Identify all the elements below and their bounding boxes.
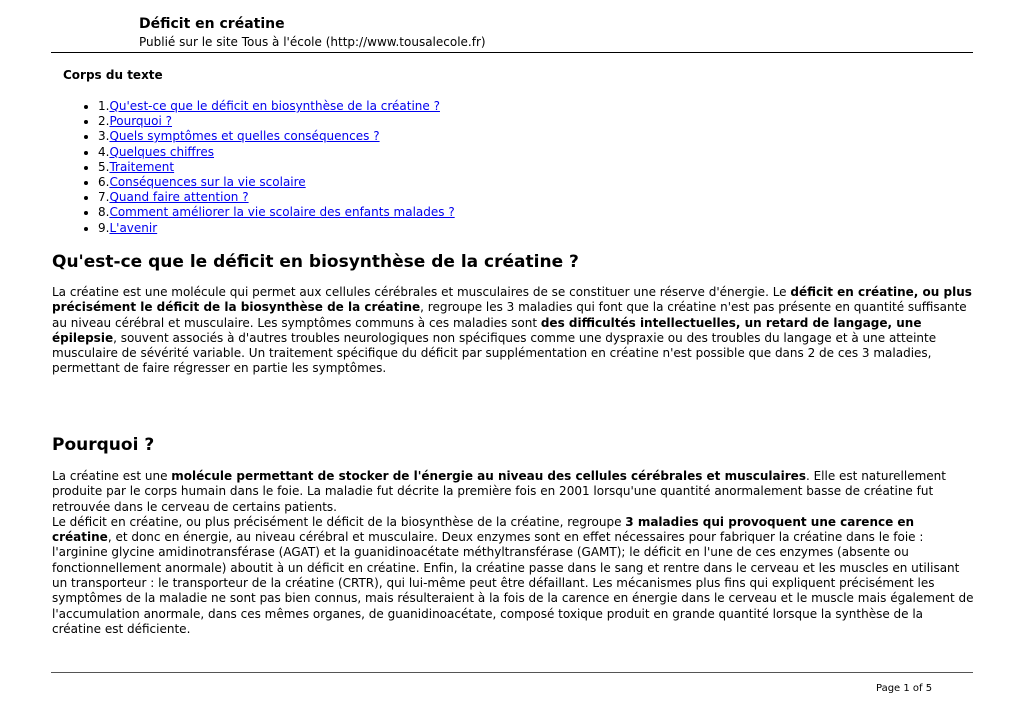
toc-item-number: 5. <box>98 159 110 174</box>
toc-link[interactable]: Quels symptômes et quelles conséquences ? <box>109 129 380 144</box>
toc-item-number: 9. <box>98 220 110 235</box>
toc-item-number: 8. <box>98 205 110 220</box>
page-number: Page 1 of 5 <box>876 683 933 694</box>
toc-link[interactable]: Conséquences sur la vie scolaire <box>109 175 306 190</box>
toc-item <box>98 221 455 236</box>
bold-text: des difficultés intellectuelles, un retard de langage, une épilepsie <box>52 315 922 345</box>
toc-item <box>98 160 455 175</box>
section-heading: Qu'est-ce que le déficit en biosynthèse de la créatine ? <box>52 252 579 272</box>
header-divider <box>51 52 973 53</box>
text-run: , souvent associés à d'autres troubles neurologiques non spécifiques comme une dyspraxie ou des troubles du langage et à une atteinte musculaire de sévérité variable. Un traitement spécifique du déficit par supplémentation en créatine n'est possible que dans 2 de ces 3 maladies, permettant de faire régresser en partie les symptômes. <box>52 330 937 376</box>
text-run: , regroupe les 3 maladies qui font que la créatine n'est pas présente en quantité suffisante au niveau cérébral et musculaire. Les symptômes communs à ces maladies sont <box>52 300 967 330</box>
toc-item <box>98 190 455 205</box>
toc-item-number: 6. <box>98 175 110 190</box>
document-source: Publié sur le site Tous à l'école (http://www.tousalecole.fr) <box>139 35 486 49</box>
document-header <box>139 16 486 50</box>
toc-link[interactable]: Quand faire attention ? <box>109 190 249 205</box>
text-run: Le déficit en créatine, ou plus précisément le déficit de la biosynthèse de la créatine, regroupe <box>52 514 626 529</box>
toc-item-number: 2. <box>98 114 110 129</box>
text-run: La créatine est une molécule qui permet aux cellules cérébrales et musculaires de se constituer une réserve d'énergie. Le <box>52 285 791 299</box>
bold-text: molécule permettant de stocker de l'énergie au niveau des cellules cérébrales et musculaires <box>171 469 806 483</box>
toc-item-number: 3. <box>98 129 110 144</box>
table-of-contents <box>80 99 455 236</box>
text-run: , et donc en énergie, au niveau cérébral et musculaire. Deux enzymes sont en effet nécessaires pour fabriquer la créatine dans le foie : l'arginine glycine amidinotransférase (AGAT) et la guanidinoacétate méthyltransférase (GAMT); le déficit en l'une de ces enzymes (absente ou fonctionnellement anormale) aboutit à un déficit en créatine. Enfin, la créatine passe dans le sang et rentre dans le cerveau et les muscles en utilisant un transporteur : le transporteur de la créatine (CRTR), qui lui-même peut être défaillant. Les mécanismes plus fins qui expliquent précisément les symptômes de la maladie ne sont pas bien connus, mais résulteraient à la fois de la carence en énergie dans le cerveau et le muscle mais également de l'accumulation anormale, dans ces mêmes organes, de guanidinoacétate, composé toxique produit en grande quantité lorsque la synthèse de la créatine est déficiente. <box>52 530 974 636</box>
text-run: La créatine est une <box>52 469 172 483</box>
document-title: Déficit en créatine <box>139 16 285 32</box>
toc-link[interactable]: Comment améliorer la vie scolaire des enfants malades ? <box>109 205 455 220</box>
toc-link[interactable]: Traitement <box>109 159 175 174</box>
footer-divider <box>51 672 973 673</box>
toc-item <box>98 114 455 129</box>
toc-item <box>98 205 455 220</box>
section-paragraph <box>52 469 974 637</box>
bold-text: 3 maladies qui provoquent une carence en créatine <box>52 514 915 545</box>
toc-item <box>98 99 455 114</box>
toc-link[interactable]: Qu'est-ce que le déficit en biosynthèse de la créatine ? <box>109 99 440 113</box>
toc-link[interactable]: Pourquoi ? <box>109 114 173 129</box>
toc-item <box>98 145 455 160</box>
toc-item-number: 4. <box>98 144 110 159</box>
toc-link[interactable]: L'avenir <box>109 220 158 235</box>
toc-item-number: 7. <box>98 190 110 205</box>
toc-item <box>98 175 455 190</box>
text-run: . Elle est naturellement produite par le corps humain dans le foie. La maladie fut décrite la première fois en 2001 lorsqu'une quantité anormalement basse de créatine fut retrouvée dans le cerveau de certains patients. <box>52 469 946 514</box>
toc-heading: Corps du texte <box>63 68 163 82</box>
bold-text: déficit en créatine, ou plus précisément le déficit de la biosynthèse de la créatine <box>52 285 972 315</box>
toc-link[interactable]: Quelques chiffres <box>109 144 215 159</box>
section-heading: Pourquoi ? <box>52 435 155 455</box>
toc-item-number: 1. <box>98 99 110 113</box>
section-paragraph <box>52 285 974 377</box>
section-definition <box>52 252 974 377</box>
section-why <box>52 435 974 637</box>
toc-item <box>98 129 455 144</box>
